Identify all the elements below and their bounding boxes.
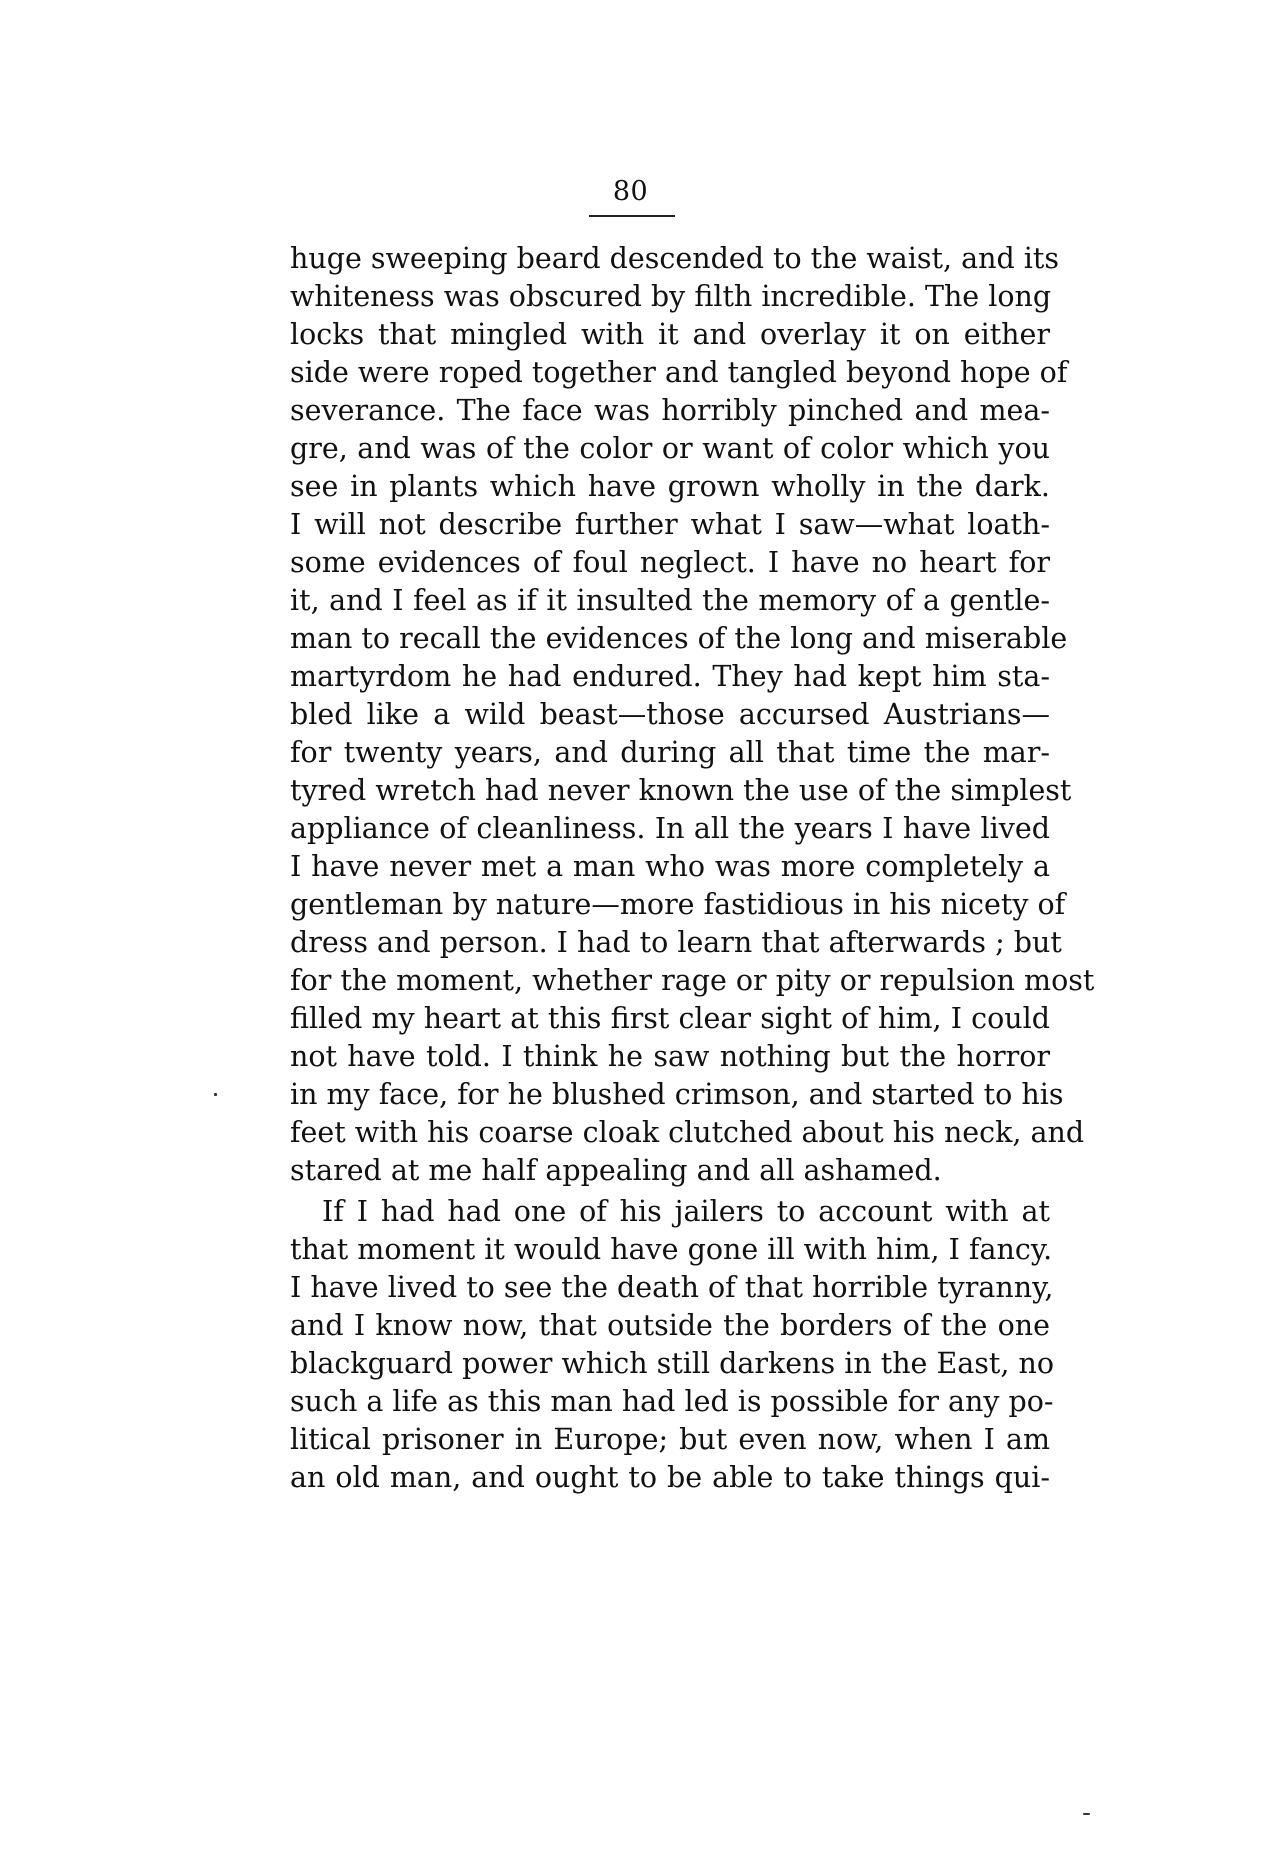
text-line: such a life as this man had led is possible for any po-	[290, 1385, 1054, 1418]
text-line: filled my heart at this first clear sight of him, I could	[290, 1002, 1050, 1035]
text-line: an old man, and ought to be able to take things qui-	[290, 1461, 1050, 1494]
text-line: locks that mingled with it and overlay it on either	[290, 318, 1050, 351]
text-line: gentleman by nature—more fastidious in his nicety of	[290, 888, 1066, 921]
text-line: stared at me half appealing and all ashamed.	[290, 1154, 942, 1187]
text-line: that moment it would have gone ill with him, I fancy.	[290, 1233, 1053, 1266]
text-line: I will not describe further what I saw—what loath-	[290, 508, 1050, 541]
text-line: martyrdom he had endured. They had kept him sta-	[290, 660, 1050, 693]
text-line: If I had had one of his jailers to account with at	[322, 1195, 1050, 1228]
ink-speck	[214, 1093, 217, 1096]
text-line: feet with his coarse cloak clutched about his neck, and	[290, 1116, 1085, 1149]
text-line: I have lived to see the death of that horrible tyranny,	[290, 1271, 1054, 1304]
paragraph	[290, 1193, 1054, 1497]
text-line: it, and I feel as if it insulted the memory of a gentle-	[290, 584, 1050, 617]
text-line: litical prisoner in Europe; but even now, when I am	[290, 1423, 1050, 1456]
text-line: not have told. I think he saw nothing but the horror	[290, 1040, 1050, 1073]
text-line: man to recall the evidences of the long and miserable	[290, 622, 1068, 655]
text-line: I have never met a man who was more completely a	[290, 850, 1050, 883]
text-line: whiteness was obscured by filth incredible. The long	[290, 280, 1052, 313]
ink-speck	[1083, 1813, 1090, 1815]
page-number-rule	[589, 215, 675, 217]
text-line: some evidences of foul neglect. I have no heart for	[290, 546, 1050, 579]
text-line: blackguard power which still darkens in the East, no	[290, 1347, 1054, 1380]
text-line: see in plants which have grown wholly in the dark.	[290, 470, 1050, 503]
text-line: severance. The face was horribly pinched and mea-	[290, 394, 1050, 427]
text-line: for twenty years, and during all that time the mar-	[290, 736, 1050, 769]
text-line: tyred wretch had never known the use of the simplest	[290, 774, 1072, 807]
text-line: huge sweeping beard descended to the waist, and its	[290, 242, 1059, 275]
body-text	[290, 240, 1095, 1497]
text-line: gre, and was of the color or want of color which you	[290, 432, 1050, 465]
text-line: in my face, for he blushed crimson, and started to his	[290, 1078, 1064, 1111]
text-line: appliance of cleanliness. In all the years I have lived	[290, 812, 1050, 845]
text-line: dress and person. I had to learn that afterwards ; but	[290, 926, 1062, 959]
text-line: bled like a wild beast—those accursed Austrians—	[290, 698, 1050, 731]
paragraph	[290, 240, 1095, 1190]
text-line: for the moment, whether rage or pity or repulsion most	[290, 964, 1095, 997]
text-line: side were roped together and tangled beyond hope of	[290, 356, 1068, 389]
page-number: 80	[612, 176, 649, 207]
text-line: and I know now, that outside the borders of the one	[290, 1309, 1050, 1342]
